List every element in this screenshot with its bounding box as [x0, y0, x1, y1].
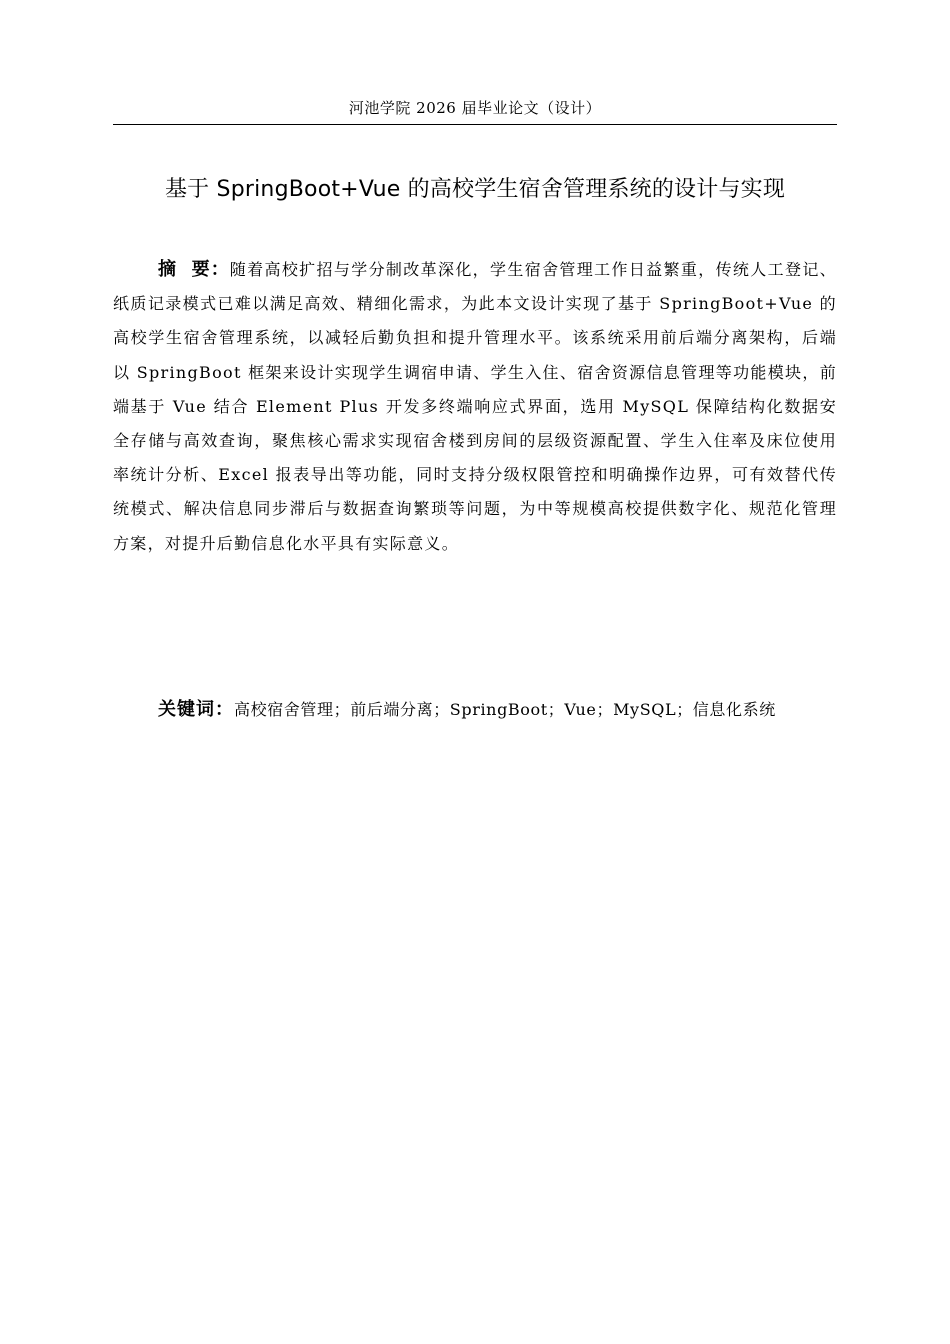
header-divider [113, 124, 837, 125]
keywords-text: 高校宿舍管理；前后端分离；SpringBoot；Vue；MySQL；信息化系统 [234, 700, 776, 719]
abstract-text: 随着高校扩招与学分制改革深化，学生宿舍管理工作日益繁重，传统人工登记、纸质记录模式已难以满足高效、精细化需求，为此本文设计实现了基于 SpringBoot+Vue 的高校学生宿舍管理系统，以减轻后勤负担和提升管理水平。该系统采用前后端分离架构，后端以 SpringBoot 框架来设计实现学生调宿申请、学生入住、宿舍资源信息管理等功能模块，前端基于 Vue 结合 Element Plus 开发多终端响应式界面，选用 MySQL 保障结构化数据安全存储与高效查询，聚焦核心需求实现宿舍楼到房间的层级资源配置、学生入住率及床位使用率统计分析、Excel 报表导出等功能，同时支持分级权限管控和明确操作边界，可有效替代传统模式、解决信息同步滞后与数据查询繁琐等问题，为中等规模高校提供数字化、规范化管理方案，对提升后勤信息化水平具有实际意义。 [113, 260, 837, 553]
abstract-paragraph [113, 253, 837, 561]
abstract-label: 摘 要： [158, 259, 230, 280]
running-header: 河池学院 2026 届毕业论文（设计） [348, 99, 602, 117]
keywords-line [158, 693, 848, 727]
thesis-title: 基于 SpringBoot+Vue 的高校学生宿舍管理系统的设计与实现 [164, 177, 786, 202]
keywords-label: 关键词： [158, 699, 234, 720]
